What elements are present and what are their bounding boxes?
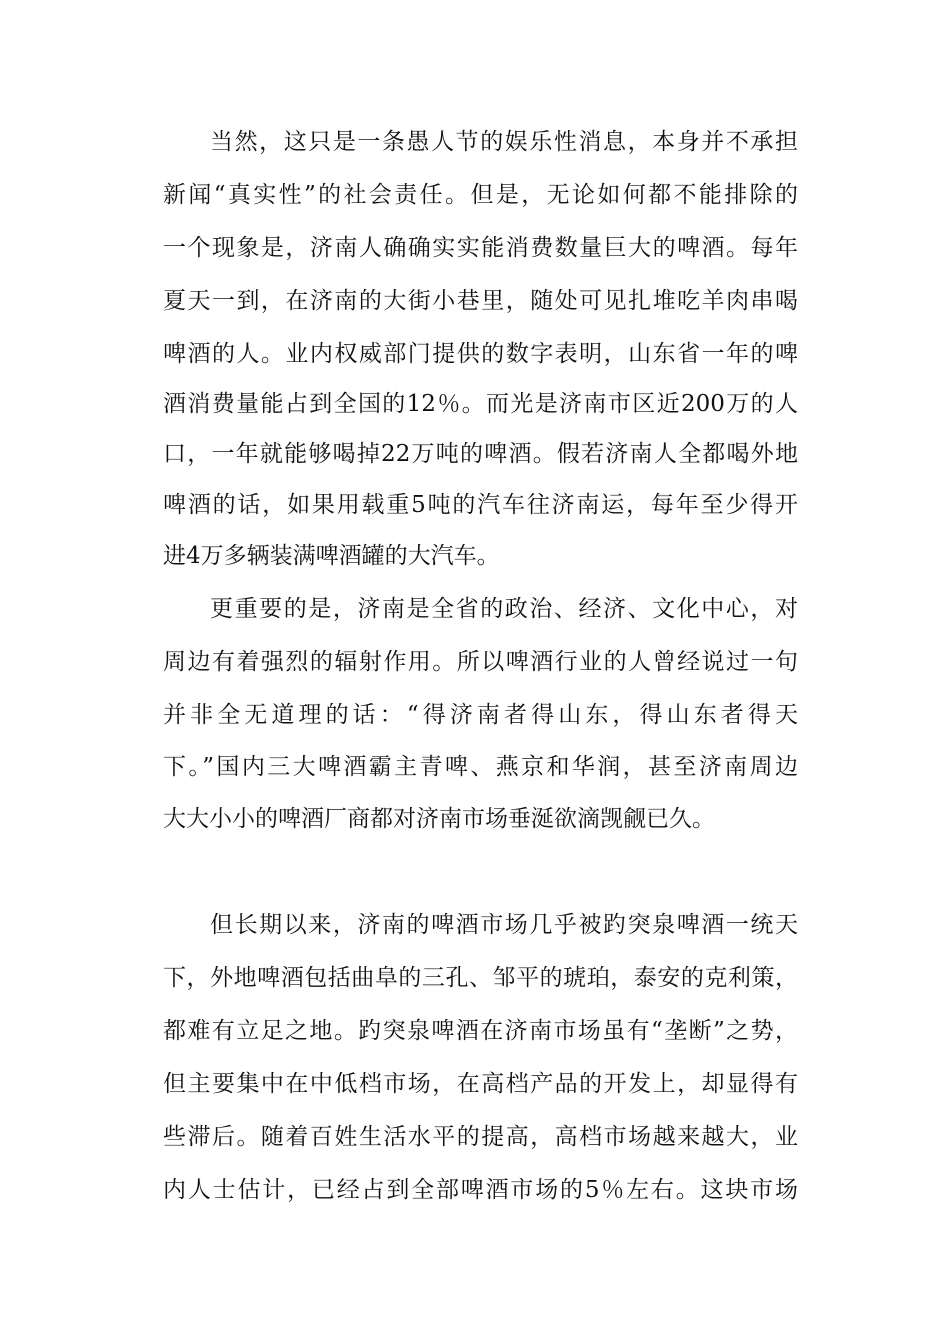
paragraph-1-line-1: 当然，这只是一条愚人节的娱乐性消息，本身并不承担 (210, 129, 798, 155)
paragraph-2-line-5: 大大小小的啤酒厂商都对济南市场垂涎欲滴觊觎已久。 (163, 806, 715, 832)
paragraph-1-line-5: 啤酒的人。业内权威部门提供的数字表明，山东省一年的啤 (163, 341, 798, 367)
paragraph-2-line-3: 并非全无道理的话：“得济南者得山东，得山东者得天 (163, 702, 798, 728)
paragraph-3-line-4: 但主要集中在中低档市场，在高档产品的开发上，却显得有 (163, 1071, 798, 1097)
paragraph-1-line-3: 一个现象是，济南人确确实实能消费数量巨大的啤酒。每年 (163, 235, 798, 261)
paragraph-1-line-2: 新闻“真实性”的社会责任。但是，无论如何都不能排除的 (163, 182, 798, 208)
paragraph-1-line-6: 酒消费量能占到全国的12％。而光是济南市区近200万的人 (163, 391, 798, 417)
paragraph-1-line-4: 夏天一到，在济南的大街小巷里，随处可见扎堆吃羊肉串喝 (163, 288, 798, 314)
paragraph-3-line-2: 下，外地啤酒包括曲阜的三孔、邹平的琥珀，泰安的克利策， (163, 965, 798, 991)
paragraph-2-line-1: 更重要的是，济南是全省的政治、经济、文化中心，对 (210, 596, 798, 622)
paragraph-1-line-8: 啤酒的话，如果用载重5吨的汽车往济南运，每年至少得开 (163, 492, 798, 518)
paragraph-2-line-4: 下。”国内三大啤酒霸主青啤、燕京和华润，甚至济南周边 (163, 754, 798, 780)
paragraph-3-line-5: 些滞后。随着百姓生活水平的提高，高档市场越来越大，业 (163, 1124, 798, 1150)
paragraph-3-line-6: 内人士估计，已经占到全部啤酒市场的5％左右。这块市场 (163, 1177, 798, 1203)
paragraph-1-line-9: 进4万多辆装满啤酒罐的大汽车。 (163, 543, 500, 569)
paragraph-3-line-3: 都难有立足之地。趵突泉啤酒在济南市场虽有“垄断”之势， (163, 1018, 798, 1044)
paragraph-1-line-7: 口，一年就能够喝掉22万吨的啤酒。假若济南人全都喝外地 (163, 441, 798, 467)
paragraph-2-line-2: 周边有着强烈的辐射作用。所以啤酒行业的人曾经说过一句 (163, 649, 798, 675)
paragraph-3-line-1: 但长期以来，济南的啤酒市场几乎被趵突泉啤酒一统天 (210, 912, 798, 938)
